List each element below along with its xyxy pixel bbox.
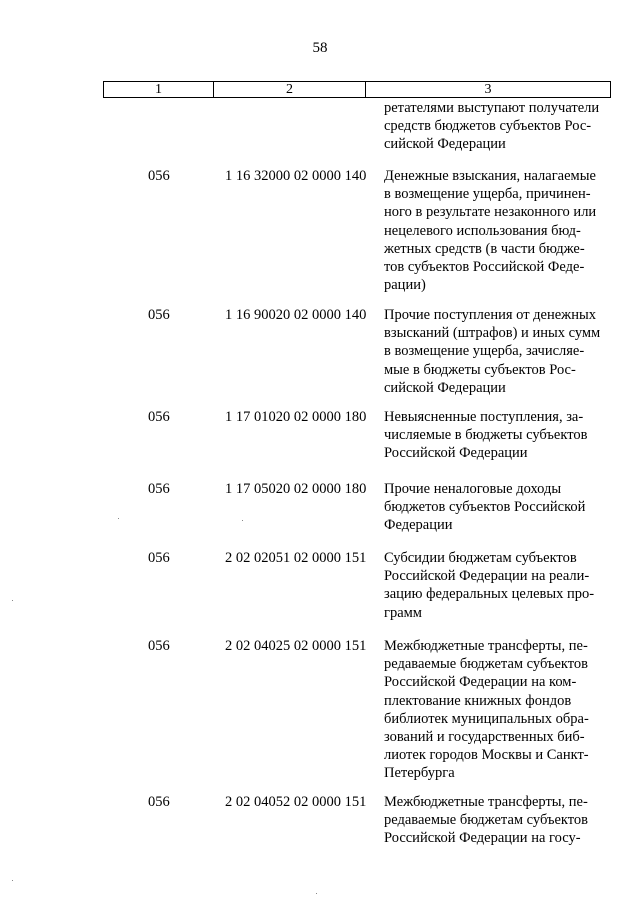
description-line: зований и государственных биб- bbox=[384, 729, 585, 746]
row-description bbox=[384, 793, 614, 848]
row-description bbox=[384, 480, 614, 535]
description-line: ретателями выступают получатели bbox=[384, 100, 600, 116]
column-header-3: 3 bbox=[484, 82, 492, 97]
column-header-2: 2 bbox=[214, 82, 366, 97]
description-line: Российской Федерации на ком- bbox=[384, 674, 577, 691]
description-line: бюджетов субъектов Российской bbox=[384, 499, 586, 516]
description-line: Российской Федерации на реали- bbox=[384, 568, 590, 585]
description-line: Субсидии бюджетам субъектов bbox=[384, 550, 577, 566]
description-line: тов субъектов Российской Феде- bbox=[384, 259, 585, 276]
admin-code: 056 bbox=[148, 307, 170, 323]
admin-code: 056 bbox=[148, 409, 170, 425]
continuation-description bbox=[384, 99, 614, 154]
admin-code: 056 bbox=[148, 794, 170, 810]
description-line: Межбюджетные трансферты, пе- bbox=[384, 794, 588, 810]
description-line: сийской Федерации bbox=[384, 136, 506, 153]
description-line: редаваемые бюджетам субъектов bbox=[384, 656, 589, 673]
admin-code: 056 bbox=[148, 638, 170, 654]
scan-speck bbox=[316, 893, 317, 894]
description-line: Федерации bbox=[384, 517, 453, 534]
admin-code: 056 bbox=[148, 168, 170, 184]
description-line: средств бюджетов субъектов Рос- bbox=[384, 118, 592, 135]
description-line: Прочие поступления от денежных bbox=[384, 307, 596, 323]
description-line: рации) bbox=[384, 277, 426, 294]
description-line: Межбюджетные трансферты, пе- bbox=[384, 638, 588, 654]
budget-classification-code: 2 02 04052 02 0000 151 bbox=[225, 794, 367, 810]
row-description bbox=[384, 637, 614, 783]
description-line: в возмещение ущерба, зачисляе- bbox=[384, 343, 585, 360]
column-header-row bbox=[103, 81, 611, 98]
page-number: 58 bbox=[312, 40, 328, 56]
budget-classification-code: 1 17 05020 02 0000 180 bbox=[225, 481, 367, 497]
description-line: редаваемые бюджетам субъектов bbox=[384, 812, 589, 829]
budget-classification-code: 1 16 90020 02 0000 140 bbox=[225, 307, 367, 323]
description-line: в возмещение ущерба, причинен- bbox=[384, 186, 591, 203]
description-line: плектование книжных фондов bbox=[384, 692, 572, 709]
description-line: ного в результате незаконного или bbox=[384, 204, 597, 221]
description-line: Невыясненные поступления, за- bbox=[384, 409, 584, 425]
row-description bbox=[384, 167, 614, 294]
scan-speck bbox=[12, 880, 13, 881]
column-header-1: 1 bbox=[104, 82, 214, 97]
description-line: сийской Федерации bbox=[384, 379, 506, 396]
description-line: библиотек муниципальных обра- bbox=[384, 710, 589, 727]
description-line: числяемые в бюджеты субъектов bbox=[384, 427, 588, 444]
description-line: Прочие неналоговые доходы bbox=[384, 481, 562, 497]
budget-classification-code: 1 17 01020 02 0000 180 bbox=[225, 409, 367, 425]
description-line: жетных средств (в части бюдже- bbox=[384, 240, 585, 257]
budget-classification-code: 1 16 32000 02 0000 140 bbox=[225, 168, 367, 184]
description-line: Денежные взыскания, налагаемые bbox=[384, 168, 596, 184]
admin-code: 056 bbox=[148, 481, 170, 497]
scan-speck bbox=[12, 600, 13, 601]
row-description bbox=[384, 408, 614, 463]
scan-speck bbox=[242, 520, 243, 521]
description-line: Российской Федерации bbox=[384, 445, 528, 462]
row-description bbox=[384, 306, 614, 397]
description-line: Петербурга bbox=[384, 765, 455, 782]
description-line: нецелевого использования бюд- bbox=[384, 222, 581, 239]
budget-classification-code: 2 02 04025 02 0000 151 bbox=[225, 638, 367, 654]
scan-speck bbox=[118, 518, 119, 519]
description-line: мые в бюджеты субъектов Рос- bbox=[384, 361, 576, 378]
budget-classification-code: 2 02 02051 02 0000 151 bbox=[225, 550, 367, 566]
description-line: лиотек городов Москвы и Санкт- bbox=[384, 747, 589, 764]
row-description bbox=[384, 549, 614, 622]
description-line: взысканий (штрафов) и иных сумм bbox=[384, 325, 601, 342]
description-line: зацию федеральных целевых про- bbox=[384, 586, 595, 603]
description-line: грамм bbox=[384, 604, 422, 621]
admin-code: 056 bbox=[148, 550, 170, 566]
description-line: Российской Федерации на госу- bbox=[384, 830, 581, 847]
